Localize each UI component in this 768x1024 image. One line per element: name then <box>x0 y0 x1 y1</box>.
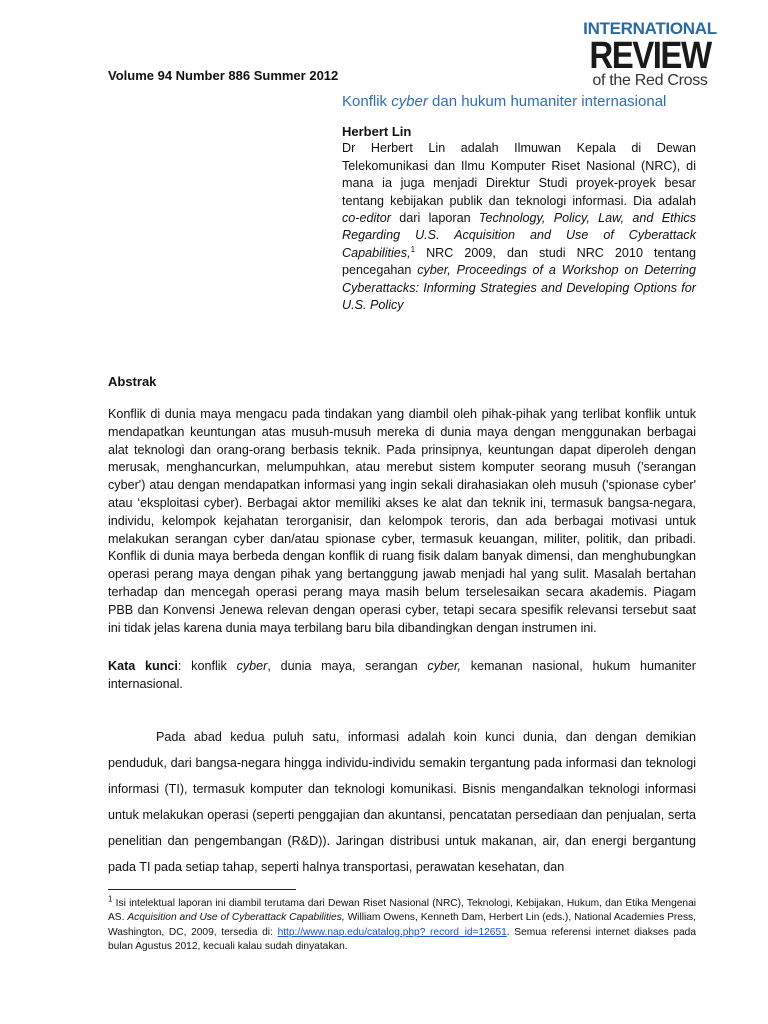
keywords <box>108 658 696 694</box>
journal-logo <box>560 20 740 88</box>
abstract-heading: Abstrak <box>108 374 157 389</box>
footnote-marker: 1 <box>108 894 113 904</box>
title-part-2: dan hukum humaniter internasional <box>427 93 667 110</box>
footnote-divider <box>108 889 296 890</box>
author-bio <box>342 140 696 314</box>
bio-em-3: cyber, Proceedings of a Workshop on Deterring Cyberattacks: Informing Strategies and Developing Options for U.S. Policy <box>342 263 696 313</box>
volume-info: Volume 94 Number 886 Summer 2012 <box>108 68 339 83</box>
footnote <box>108 894 696 955</box>
logo-line-international: INTERNATIONAL <box>583 19 717 38</box>
bio-text-3: NRC 2009, dan studi NRC 2010 tentang pencegahan <box>342 245 696 278</box>
footnote-link[interactable]: http://www.nap.edu/catalog.php? record_id=12651 <box>277 926 507 938</box>
keywords-em-2: cyber, <box>427 659 462 673</box>
author-block <box>342 123 696 314</box>
article-title <box>342 93 666 110</box>
bio-em-2: Technology, Policy, Law, and Ethics Regarding U.S. Acquisition and Use of Cyberattack Capabilities, <box>342 211 696 260</box>
body-paragraph: Pada abad kedua puluh satu, informasi adalah koin kunci dunia, dan dengan demikian penduduk, dari bangsa-negara hingga individu-individu semakin tergantung pada informasi dan teknologi informasi (TI), termasuk komputer dan teknologi komunikasi. Bisnis mengandalkan teknologi informasi untuk melakukan operasi (seperti penggajian dan akuntansi, pencatatan persediaan dan penjualan, serta penelitian dan pengembangan (R&D)). Jaringan distribusi untuk makanan, air, dan energi bergantung pada TI pada setiap tahap, seperti halnya transportasi, perawatan kesehatan, dan <box>108 730 696 874</box>
logo-line-red-cross: of the Red Cross <box>592 72 708 89</box>
footnote-ref[interactable]: 1 <box>410 244 416 254</box>
bio-text-1: Dr Herbert Lin adalah Ilmuwan Kepala di Dewan Telekomunikasi dan Ilmu Komputer Riset Nasional (NRC), di mana ia juga menjadi Direktur Studi proyek-proyek besar tentang kebijakan publik dan teknologi informasi. Dia adalah <box>342 141 696 208</box>
bio-text-2: dari laporan <box>391 211 479 226</box>
logo-line-review: REVIEW <box>589 33 711 76</box>
keywords-label: Kata kunci <box>108 659 178 673</box>
keywords-part-3: kemanan nasional, hukum humaniter internasional. <box>108 659 696 691</box>
footnote-text-3: . Semua referensi internet diakses pada bulan Agustus 2012, kecuali kalau sudah dinyatakan. <box>108 926 696 953</box>
author-name: Herbert Lin <box>342 124 412 139</box>
keywords-em-1: cyber <box>236 659 268 673</box>
keywords-part-2: , dunia maya, serangan <box>267 659 428 673</box>
title-em: cyber <box>391 93 428 110</box>
title-part-1: Konflik <box>342 93 392 110</box>
bio-em-1: co-editor <box>342 211 391 226</box>
footnote-text-2: William Owens, Kenneth Dam, Herbert Lin (eds.), National Academies Press, Washington, DC, 2009, tersedia di: <box>108 912 696 938</box>
keywords-part-1: : konflik <box>177 659 237 673</box>
footnote-em: Acquisition and Use of Cyberattack Capabilities, <box>127 912 345 924</box>
abstract-text: Konflik di dunia maya mengacu pada tindakan yang diambil oleh pihak-pihak yang terlibat konflik untuk mendapatkan keuntungan atas musuh-musuh mereka di dunia maya dengan menggunakan berbagai alat teknologi dan orang-orang berbasis teknik. Pada prinsipnya, keuntungan dapat diperoleh dengan merusak, menghancurkan, melumpuhkan, atau merebut sistem komputer seorang musuh ('serangan cyber') atau dengan mendapatkan informasi yang ingin sekali dirahasiakan oleh musuh ('spionase cyber' atau ‘eksploitasi cyber). Berbagai aktor memiliki akses ke alat dan teknik ini, termasuk bangsa-negara, individu, kelompok kejahatan terorganisir, dan kelompok teroris, dan ada berbagai motivasi untuk melakukan serangan cyber dan/atau spionase cyber, termasuk keuangan, militer, politik, dan pribadi. Konflik di dunia maya berbeda dengan konflik di ruang fisik dalam banyak dimensi, dan menghubungkan operasi perang maya dengan pihak yang bertanggung jawab menjadi hal yang sulit. Masalah bertahan terhadap dan mencegah operasi perang maya masih belum terselesaikan secara akademis. Piagam PBB dan Konvensi Jenewa relevan dengan operasi cyber, tetapi secara spesifik relevansi tersebut saat ini tidak jelas karena dunia maya terbilang baru bila dibandingkan dengan instrumen ini. <box>108 407 696 635</box>
footnote-text-1: Isi intelektual laporan ini diambil terutama dari Dewan Riset Nasional (NRC), Teknologi, Kebijakan, Hukum, dan Etika Mengenai AS. <box>108 898 696 924</box>
